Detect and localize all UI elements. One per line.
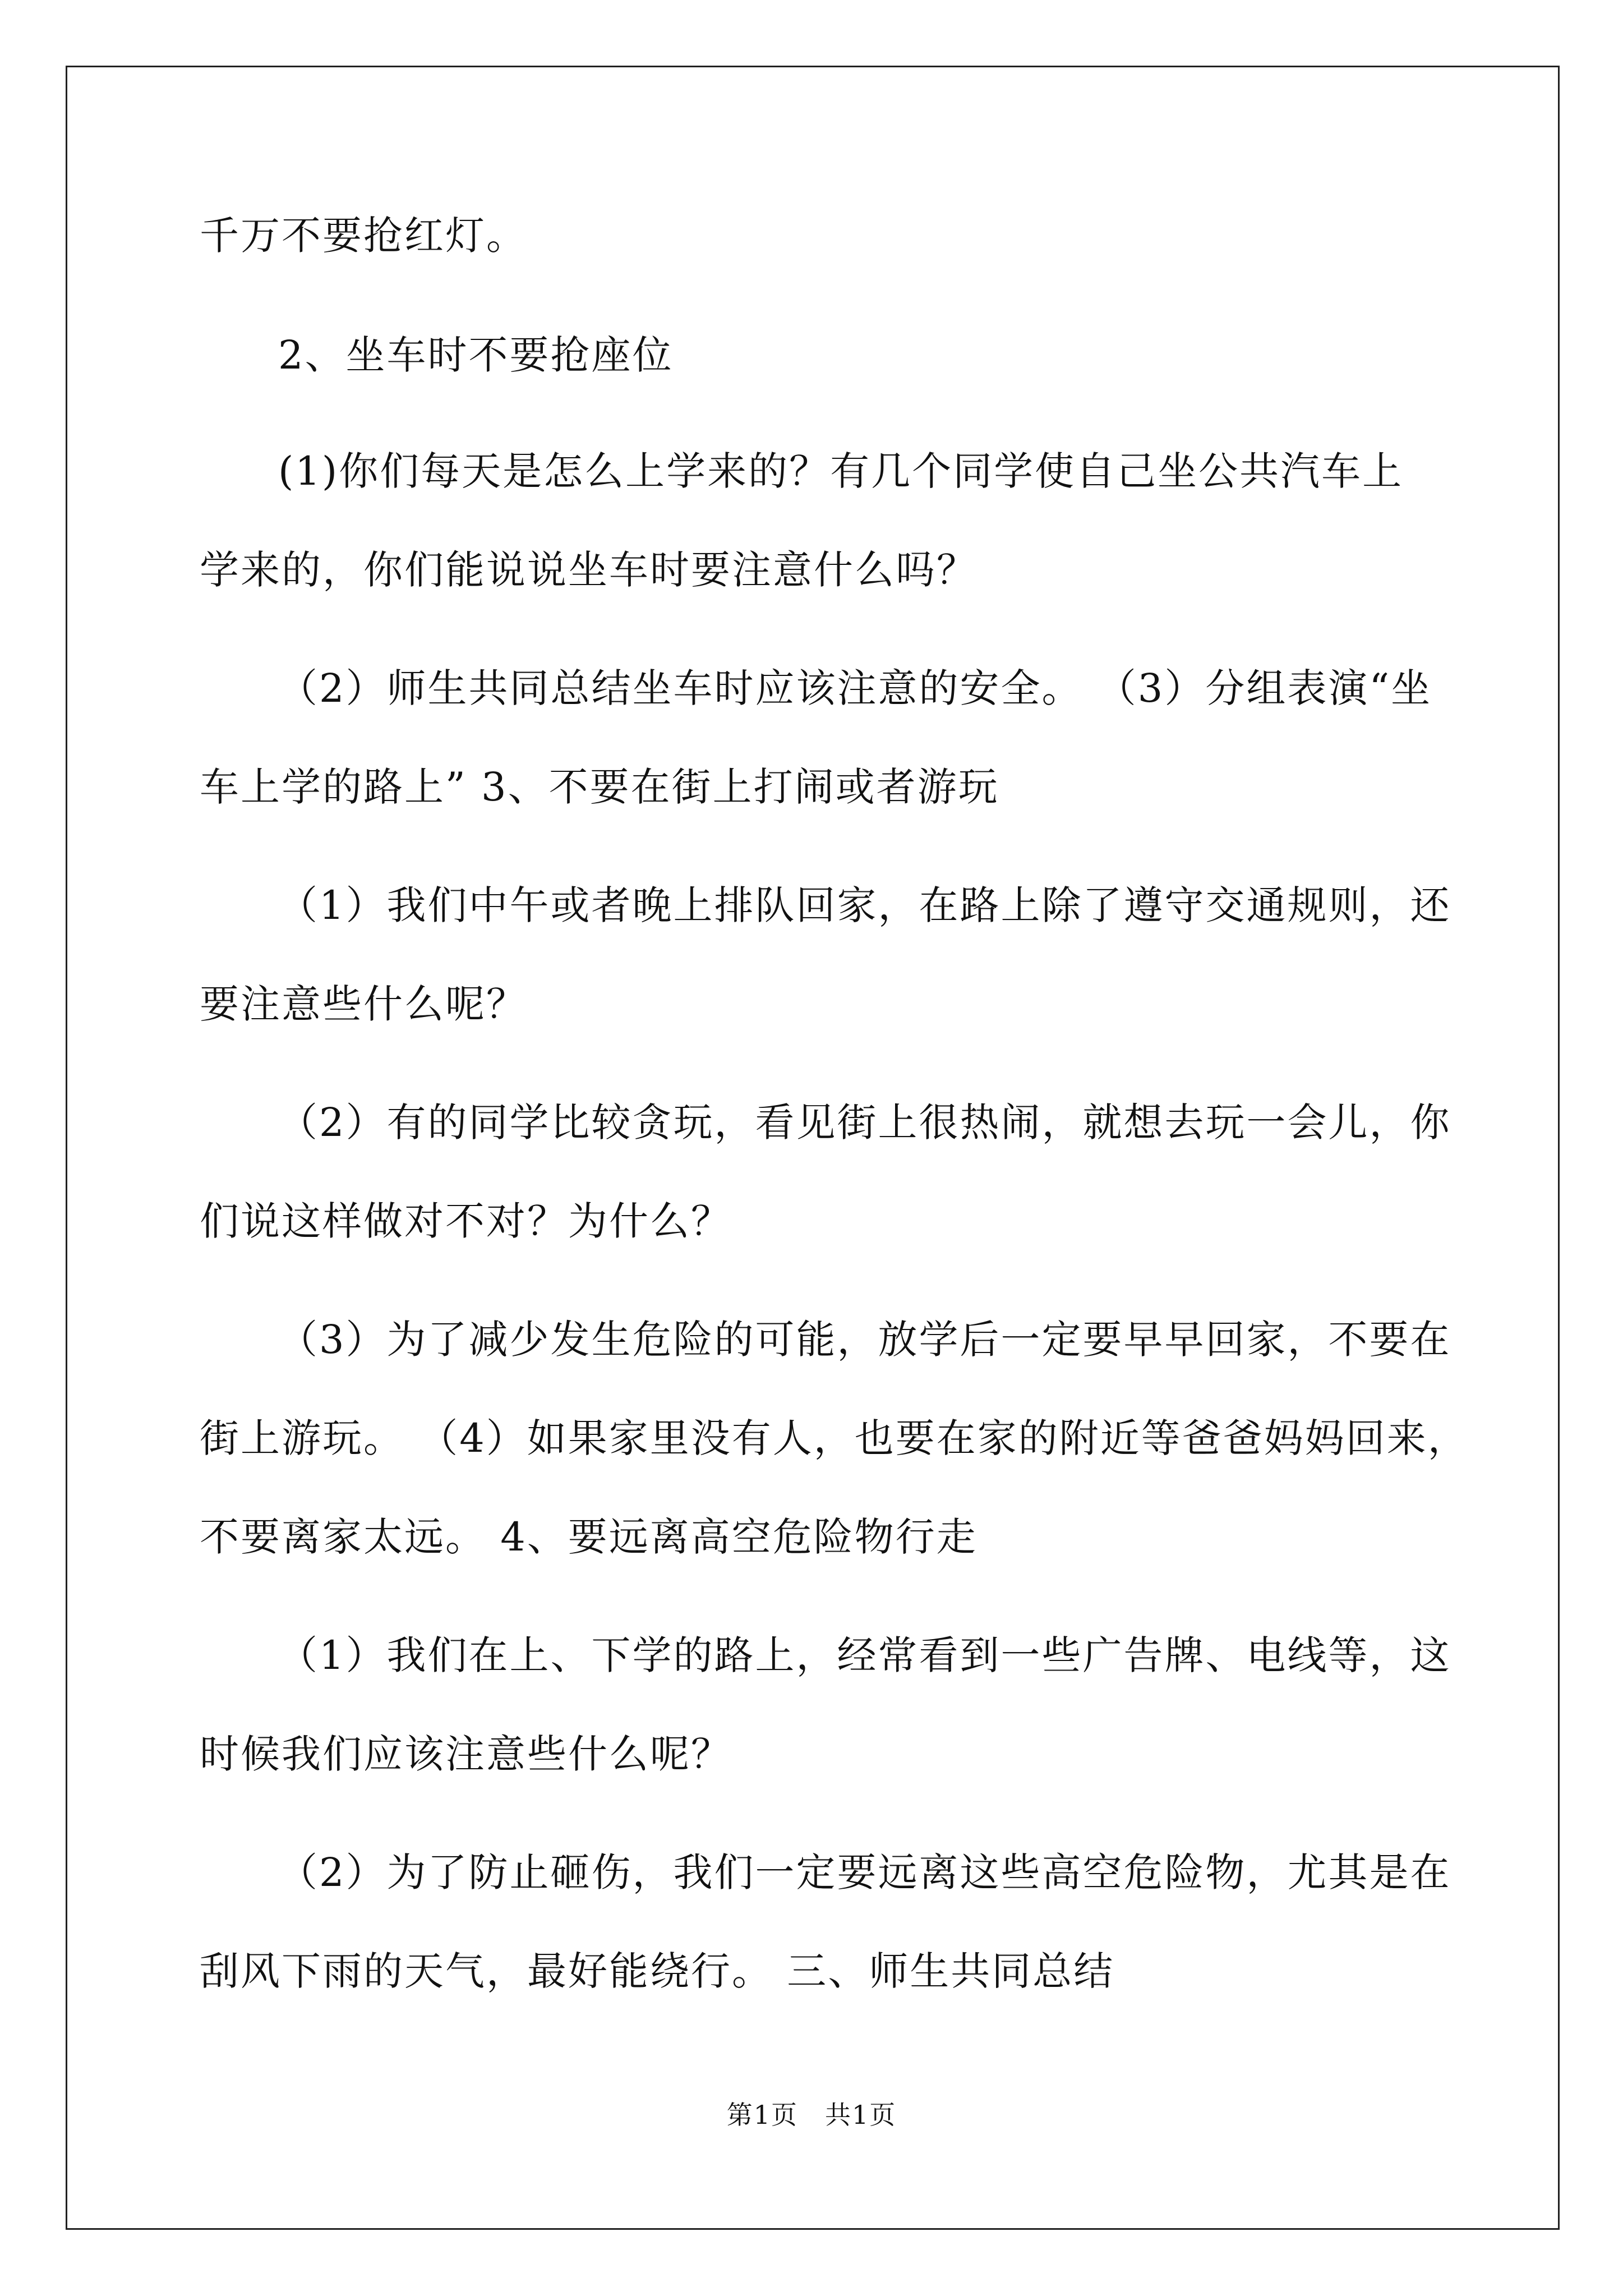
text-line: （2）为了防止砸伤，我们一定要远离这些高空危险物，尤其是在 — [278, 1849, 1451, 1895]
text-line: 车上学的路上” 3、不要在街上打闹或者游玩 — [200, 764, 999, 810]
text-line: 街上游玩。 （4）如果家里没有人，也要在家的附近等爸爸妈妈回来， — [200, 1415, 1469, 1461]
text-line: 们说这样做对不对？为什么？ — [200, 1198, 732, 1244]
text-line: （2）有的同学比较贪玩，看见街上很热闹，就想去玩一会儿，你 — [278, 1099, 1451, 1145]
text-line: 2、坐车时不要抢座位 — [278, 332, 674, 378]
text-line: 学来的，你们能说说坐车时要注意什么吗？ — [200, 547, 978, 593]
text-line: 千万不要抢红灯。 — [200, 213, 527, 259]
text-line: （3）为了减少发生危险的可能，放学后一定要早早回家，不要在 — [278, 1317, 1451, 1363]
text-line: （2）师生共同总结坐车时应该注意的安全。 （3）分组表演“坐 — [278, 665, 1432, 711]
text-line: 不要离家太远。 4、要远离高空危险物行走 — [200, 1514, 978, 1560]
page-number-footer: 第1页 共1页 — [726, 2100, 897, 2130]
text-line: （1）我们中午或者晚上排队回家，在路上除了遵守交通规则，还 — [278, 882, 1451, 928]
text-line: 刮风下雨的天气，最好能绕行。 三、师生共同总结 — [200, 1948, 1115, 1994]
text-line: 要注意些什么呢？ — [200, 981, 527, 1027]
text-line: （1）我们在上、下学的路上，经常看到一些广告牌、电线等，这 — [278, 1632, 1451, 1678]
text-line: (1)你们每天是怎么上学来的？有几个同学使自己坐公共汽车上 — [278, 448, 1404, 494]
text-line: 时候我们应该注意些什么呢？ — [200, 1731, 732, 1777]
